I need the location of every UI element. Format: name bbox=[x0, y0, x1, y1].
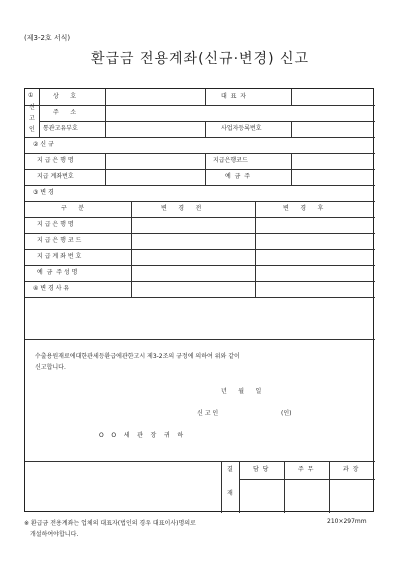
new-bank-code-field[interactable] bbox=[292, 154, 374, 168]
customs-id-label: 통관고유부호 bbox=[43, 125, 78, 132]
representative-field[interactable] bbox=[292, 90, 374, 104]
form-code: (제3-2호 서식) bbox=[24, 34, 71, 42]
reporter-sign-label: 신 고 인 bbox=[197, 410, 219, 417]
change-before-field[interactable] bbox=[132, 250, 254, 264]
approval-sign-chief[interactable] bbox=[330, 480, 374, 512]
declaration-text: 수출용원재료에대한관세등환급에관한고시 제3-2조의 규정에 의하여 위와 같이 bbox=[35, 353, 240, 360]
change-before-field[interactable] bbox=[132, 218, 254, 232]
approval-col-chief: 과 장 bbox=[343, 466, 359, 473]
new-bank-name-field[interactable] bbox=[106, 154, 204, 168]
approval-sign-manager[interactable] bbox=[285, 480, 328, 512]
new-holder-label: 예 금 주 bbox=[225, 173, 251, 180]
approval-sign-staff[interactable] bbox=[240, 480, 283, 512]
reason-field[interactable] bbox=[35, 298, 373, 338]
footer-note bbox=[24, 518, 196, 540]
change-col-after: 변 경 후 bbox=[283, 205, 324, 212]
trade-name-label: 상 호 bbox=[53, 93, 77, 100]
paper-size: 210×297mm bbox=[327, 518, 367, 525]
side-label-char: 고 bbox=[29, 115, 35, 122]
new-account-no-label: 지급 계좌번호 bbox=[37, 173, 74, 180]
declaration-text: 신고합니다. bbox=[35, 364, 66, 371]
change-section-label: ③ 변 경 bbox=[33, 189, 54, 196]
new-section-label: ② 신 규 bbox=[33, 141, 54, 148]
approval-side-label: 재 bbox=[227, 490, 233, 497]
change-col-item: 구 분 bbox=[61, 205, 85, 212]
page-title: 환급금 전용계좌(신규·변경) 신고 bbox=[90, 51, 310, 67]
footer-note-line: 개설하여야합니다. bbox=[30, 531, 79, 538]
new-account-no-field[interactable] bbox=[106, 170, 204, 184]
section-number-1: ① bbox=[28, 92, 34, 99]
side-label-char: 신 bbox=[29, 104, 35, 111]
addressee: O O 세 관 장 귀 하 bbox=[99, 432, 184, 439]
biz-reg-field[interactable] bbox=[292, 122, 374, 136]
reason-section-label: ④ 변 경 사 유 bbox=[33, 285, 70, 292]
new-holder-field[interactable] bbox=[292, 170, 374, 184]
declaration-date: 년 월 일 bbox=[221, 388, 262, 395]
change-row-label: 지 급 은 행 명 bbox=[37, 221, 74, 228]
change-after-field[interactable] bbox=[256, 266, 374, 280]
new-bank-name-label: 지 급 은 행 명 bbox=[37, 157, 74, 164]
trade-name-field[interactable] bbox=[106, 90, 204, 104]
change-col-before: 변 경 전 bbox=[161, 205, 202, 212]
change-after-field[interactable] bbox=[256, 218, 374, 232]
footer-note-line: ※ 환급금 전용계좌는 업체의 대표자(법인의 경우 대표이사)명의로 bbox=[24, 520, 196, 527]
side-label-char: 인 bbox=[29, 126, 35, 133]
change-after-field[interactable] bbox=[256, 250, 374, 264]
seal-mark: (인) bbox=[281, 410, 292, 417]
change-row-label: 지 급 계 좌 번 호 bbox=[37, 253, 82, 260]
customs-id-field[interactable] bbox=[106, 122, 204, 136]
change-row-label: 지 급 은 행 코 드 bbox=[37, 237, 82, 244]
address-field[interactable] bbox=[106, 106, 374, 120]
change-row-label: 예 금 주 성 명 bbox=[37, 269, 78, 276]
new-bank-code-label: 지급은행코드 bbox=[213, 157, 248, 164]
change-before-field[interactable] bbox=[132, 266, 254, 280]
approval-col-manager: 주 무 bbox=[298, 466, 314, 473]
change-before-field[interactable] bbox=[132, 234, 254, 248]
representative-label: 대 표 자 bbox=[221, 93, 247, 100]
biz-reg-label: 사업자등록번호 bbox=[221, 125, 262, 132]
address-label: 주 소 bbox=[53, 109, 77, 116]
change-after-field[interactable] bbox=[256, 234, 374, 248]
approval-col-staff: 담 당 bbox=[253, 466, 269, 473]
approval-side-label: 결 bbox=[227, 466, 233, 473]
report-form bbox=[24, 88, 374, 512]
